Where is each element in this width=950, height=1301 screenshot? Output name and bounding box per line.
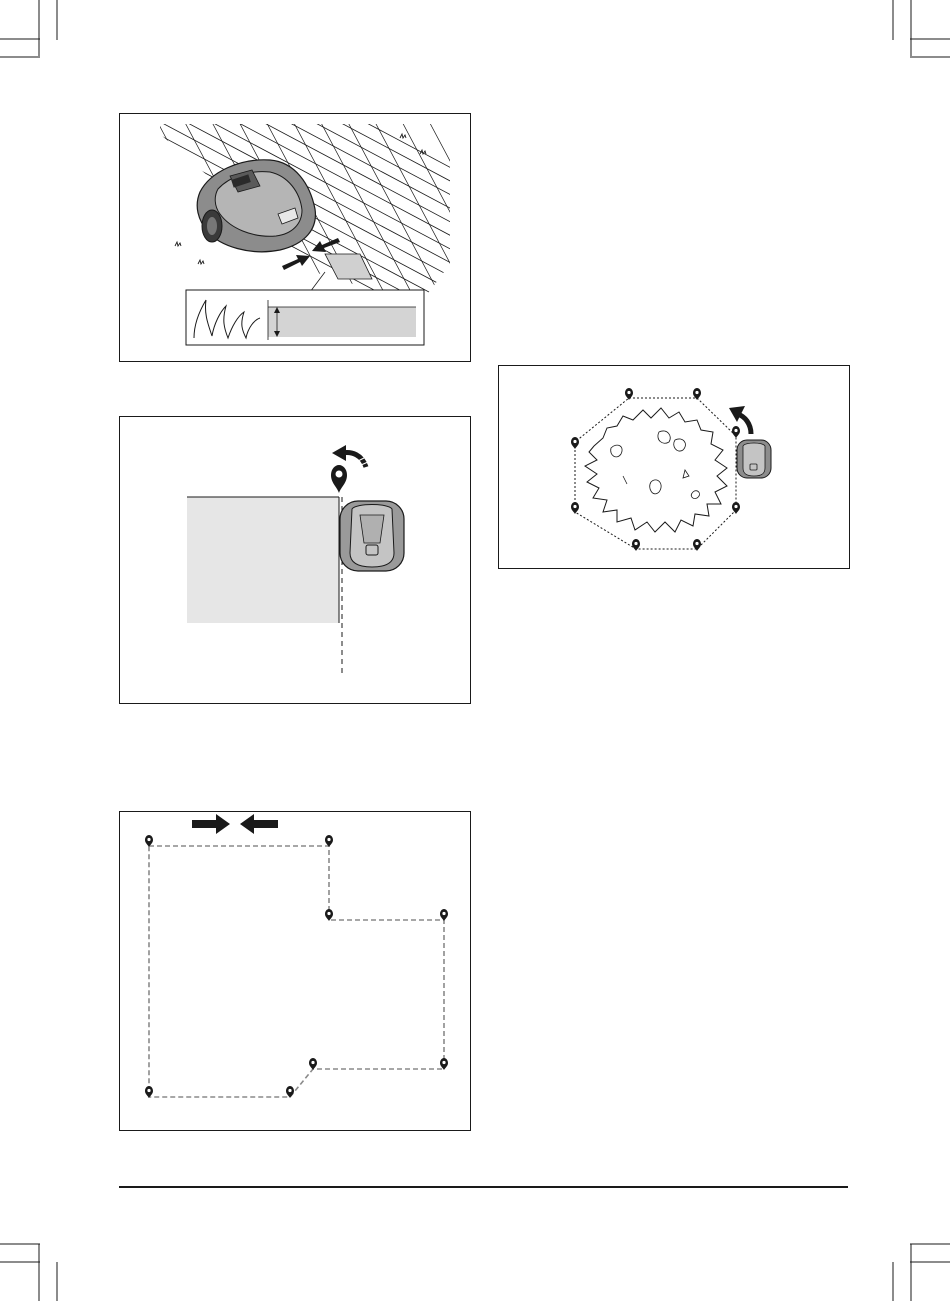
location-pin-icon — [571, 437, 579, 449]
bush-shape — [585, 408, 727, 532]
left-arrow-icon — [312, 238, 340, 252]
cutting-height-inset — [186, 290, 424, 345]
figure-paving-edge — [119, 113, 471, 362]
location-pin-icon — [732, 426, 740, 438]
location-pin-icon — [145, 1086, 153, 1098]
location-pin-icon — [286, 1086, 294, 1098]
location-pin-icon — [732, 502, 740, 514]
figure-boundary-corner — [119, 416, 471, 704]
curved-arrow-icon — [332, 445, 368, 467]
robotic-mower-icon — [340, 501, 404, 571]
location-pin-icon — [571, 502, 579, 514]
boundary-dashed-line — [149, 846, 444, 1097]
left-arrow-icon — [240, 814, 278, 834]
location-pin-icon — [625, 388, 633, 400]
location-pin-icon — [309, 1058, 317, 1070]
location-pin-icon — [331, 465, 347, 493]
right-arrow-icon — [192, 814, 230, 834]
robotic-mower-icon — [737, 440, 771, 478]
figure-zone-polygon — [119, 811, 471, 1131]
location-pin-icon — [693, 539, 701, 551]
location-pin-icon — [440, 909, 448, 921]
work-area-shaded — [187, 497, 339, 623]
footer-divider — [119, 1186, 848, 1188]
right-arrow-icon — [282, 255, 310, 270]
location-pin-icon — [440, 1058, 448, 1070]
robotic-mower-icon — [197, 160, 315, 252]
figure-bush-boundary — [498, 365, 850, 569]
